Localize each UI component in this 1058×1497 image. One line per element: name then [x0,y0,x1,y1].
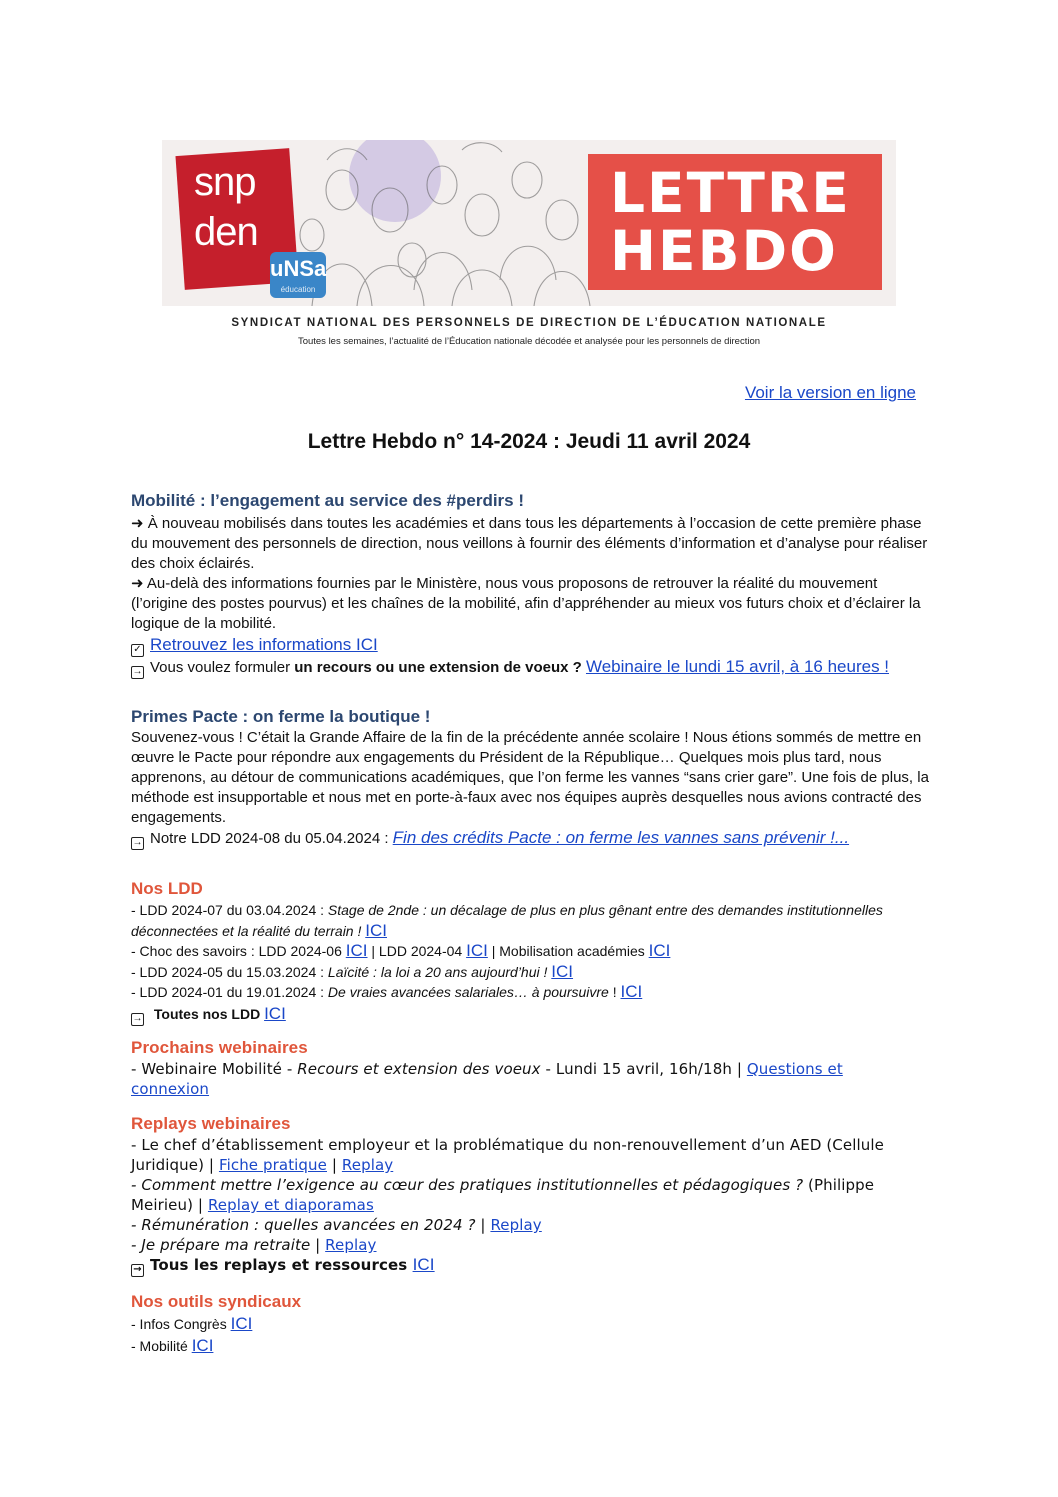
outils-heading: Nos outils syndicaux [131,1292,302,1311]
ldd-item-3-ref: - LDD 2024-05 du 15.03.2024 : [131,963,328,980]
webinaire-item-title: Recours et extension des voeux [297,1060,541,1078]
replay-item-1-fiche-link[interactable]: Fiche pratique [218,1156,327,1174]
unsa-logo-sub: éducation [280,285,316,294]
organization-name: SYNDICAT NATIONAL DES PERSONNELS DE DIRECTION DE L’ÉDUCATION NATIONALE [231,317,827,329]
replay-item-2 [131,1175,931,1215]
replay-item-1-replay-link[interactable]: Replay [341,1156,394,1174]
arrow-right-icon: → [132,1012,143,1024]
section-webinaires [131,1037,901,1099]
ldd-item-1-ref: - LDD 2024-07 du 03.04.2024 : [131,902,328,918]
ldd-item-3-link[interactable]: ICI [551,961,574,981]
mobilite-paragraph-1: ➜ À nouveau mobilisés dans toutes les académies et dans tous les départements à l’occasion de cette première phase du mouvement des personnels de direction, nous veillons à fournir des éléments d’information et d’analyse pour réaliser des choix éclairés. [131,515,928,572]
ldd-all-line [131,1004,931,1026]
replay-item-3: - Rémunération : quelles avancées en 2024 ? | Replay [131,1216,542,1234]
section-pacte [131,706,931,850]
ldd-item-4-post: ! [608,984,621,1000]
ldd-item-2-link-3[interactable]: ICI [648,941,671,960]
ldd-item-3-title: Laïcité : la loi a 20 ans aujourd’hui ! [327,963,552,980]
ldd-item-4-title: De vraies avancées salariales… à poursuivre [327,984,609,1000]
ldd-item-2-text-a: - Choc des savoirs : LDD 2024-06 [131,943,346,959]
pacte-heading: Primes Pacte : on ferme la boutique ! [131,707,431,726]
webinaire-item [131,1059,901,1099]
ldd-item-1 [131,900,891,941]
replay-item-2-author: (Philippe Meirieu) | [131,1176,875,1214]
replays-all-link[interactable]: ICI [412,1255,435,1274]
ldd-item-2-link-1[interactable]: ICI [345,941,368,960]
ldd-all-text: Toutes nos LDD [153,1005,265,1022]
mobilite-info-link[interactable]: Retrouvez les informations ICI [150,635,378,654]
replay-item-3-title: - Rémunération : quelles avancées en 2024 ? [131,1216,476,1234]
pacte-ldd-line [131,828,931,850]
ldd-item-1-link[interactable]: ICI [365,920,387,940]
unsa-logo [270,252,326,298]
mobilite-info-line [131,634,931,657]
header-banner [162,140,896,306]
ldd-item-2-link-2[interactable]: ICI [466,941,488,960]
replay-item-4-title: - Je prépare ma retraite [131,1236,311,1254]
replays-heading: Replays webinaires [131,1114,291,1133]
replays-all-line [131,1255,931,1277]
ldd-item-4-link[interactable]: ICI [620,982,643,1001]
ldd-item-2 [131,941,931,962]
replay-item-1-text: - Le chef d’établissement employeur et la problématique du non-renouvellement d’un AED (Cellule Juridique) | [131,1136,884,1174]
replay-item-3-link[interactable]: Replay [490,1216,542,1234]
replay-item-2-title: - Comment mettre l’exigence au cœur des pratiques institutionnelles et pédagogiques ? [131,1176,804,1194]
mobilite-webinar-link[interactable]: Webinaire le lundi 15 avril, à 16 heures ! [585,657,890,676]
arrow-right-icon: → [131,1264,144,1277]
replay-item-1: - Le chef d’établissement employeur et la problématique du non-renouvellement d’un AED (Cellule Juridique) | Fiche pratique | Replay [131,1136,884,1174]
replays-all-text: Tous les replays et ressources [150,1256,413,1274]
view-online-link[interactable]: Voir la version en ligne [744,383,916,402]
arrow-right-icon: → [132,666,143,677]
outils-item-2 [131,1335,931,1357]
logo-den-text: den [194,210,258,254]
mobilite-heading: Mobilité : l’engagement au service des #perdirs ! [131,491,525,510]
ldd-item-4 [131,982,931,1003]
pacte-paragraph: Souvenez-vous ! C’était la Grande Affaire de la fin de la précédente année scolaire ! Nous étions sommés de mettre en œuvre le Pacte pour répondre aux engagements du Président de la République… Quelques mois plus tard, nous apprenons, au détour de communications académiques, que l’on ferme les vannes “sans crier gare”. Une fois de plus, la méthode est insupportable et nous met en porte-à-faux avec nos équipes auprès desquelles nous avions contracté des engagements. [131,729,929,826]
mobilite-webinar-line [131,657,931,679]
replay-item-2-link[interactable]: Replay et diaporamas [207,1196,374,1214]
outils-item-1-text: - Infos Congrès [131,1316,231,1332]
section-outils [131,1291,931,1357]
organization-tagline: Toutes les semaines, l’actualité de l’Éducation nationale décodée et analysée pour les personnels de direction [297,336,761,347]
checkbox-icon: ✓ [131,644,144,657]
outils-item-2-text: - Mobilité [131,1338,192,1354]
mobilite-webinar-bold: un recours ou une extension de voeux ? [294,659,582,676]
pacte-ldd-link[interactable]: Fin des crédits Pacte : on ferme les vannes sans prévenir !... [392,828,850,847]
replay-item-4: - Je prépare ma retraite | Replay [131,1236,377,1254]
arrow-right-icon: → [132,837,143,848]
ldd-item-3 [131,962,931,983]
outils-item-2-link[interactable]: ICI [191,1336,214,1355]
ldd-item-2-text-b: | LDD 2024-04 [367,943,467,959]
ldd-all-link[interactable]: ICI [264,1003,286,1023]
ldd-item-4-ref: - LDD 2024-01 du 19.01.2024 : [131,984,328,1000]
ldd-item-2-text-c: | Mobilisation académies [487,943,649,959]
ldd-heading: Nos LDD [131,879,203,898]
mobilite-webinar-text: Vous voulez formuler [150,659,295,676]
webinaire-item-pre: - Webinaire Mobilité - [131,1060,298,1078]
outils-item-1-link[interactable]: ICI [230,1314,253,1333]
mobilite-paragraph-2: ➜ Au-delà des informations fournies par le Ministère, nous vous proposons de retrouver la réalité du mouvement (l’origine des postes pourvus) et les chaînes de la mobilité, afin d’appréhender au mieux vos futurs choix et d’éclairer la logique de la mobilité. [131,575,921,632]
lettre-title-line2: HEBDO [610,219,838,283]
page-title: Lettre Hebdo n° 14-2024 : Jeudi 11 avril 2024 [307,430,751,453]
section-replays [131,1113,931,1277]
logo-snp-text: snp [194,160,256,204]
section-ldd [131,878,931,1026]
replay-item-4-link[interactable]: Replay [325,1236,377,1254]
unsa-logo-text: uNSa [270,256,327,281]
section-mobilite [131,490,931,679]
lettre-hebdo-box [588,154,882,290]
webinaires-heading: Prochains webinaires [131,1038,308,1057]
webinaire-item-date: - Lundi 15 avril, 16h/18h | [540,1060,747,1078]
lettre-title-line1: LETTRE [610,161,851,225]
outils-item-1 [131,1313,931,1335]
ldd-item-1-title: Stage de 2nde : un décalage de plus en plus gênant entre des demandes institutionnelles déconnectées et la réalité du terrain ! [131,902,883,939]
pacte-ldd-text: Notre LDD 2024-08 du 05.04.2024 : [150,830,393,847]
webinaire-connexion-link[interactable]: Questions et connexion [131,1060,843,1098]
